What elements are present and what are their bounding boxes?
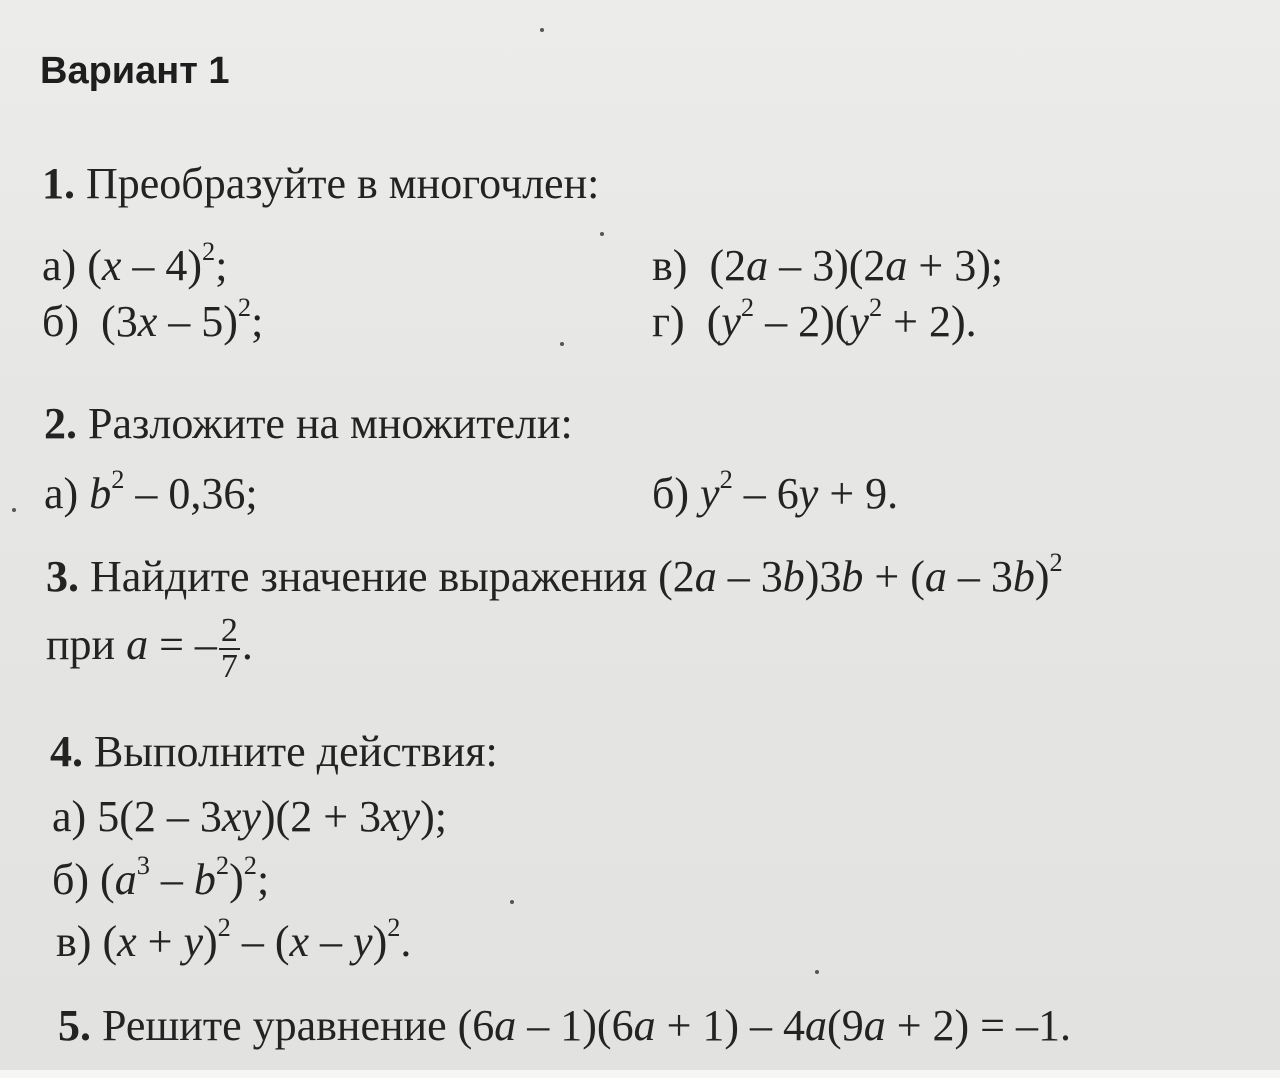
item-label: а) xyxy=(44,469,79,518)
task4-heading xyxy=(50,727,498,776)
task4-number: 4. xyxy=(50,727,83,776)
item-label: в) xyxy=(652,241,688,290)
task2-number: 2. xyxy=(44,399,77,448)
task4-title: Выполните действия: xyxy=(94,727,498,776)
task3-title: Найдите значение выражения xyxy=(90,552,648,601)
task5-title: Решите уравнение xyxy=(102,1001,447,1050)
task4-item-b: б) $(a^3 - b^2)^2$; xyxy=(52,850,270,904)
paper-speck xyxy=(510,900,514,904)
task1-item-v: в) (2a – 3)(2a + 3); xyxy=(652,241,1004,290)
item-label: в) xyxy=(56,917,92,966)
task3-pri: при xyxy=(46,620,116,670)
paper-speck xyxy=(540,28,544,32)
task2-heading xyxy=(44,399,573,448)
task2-title: Разложите на множители: xyxy=(88,399,573,448)
fraction-denominator: 7 xyxy=(220,648,238,685)
fraction xyxy=(219,614,240,684)
task1-heading xyxy=(42,159,600,208)
paper-speck xyxy=(600,232,604,236)
task2-item-a: а) $b^2 - 0,36$; xyxy=(44,464,258,518)
item-label: а) xyxy=(52,792,87,841)
task1-number: 1. xyxy=(42,159,75,208)
task3-heading: 3. Найдите значение выражения (2a – 3b)3b + (a – 3b)$^2$ xyxy=(46,547,1063,601)
task3-number: 3. xyxy=(46,552,79,601)
page-bottom-edge xyxy=(0,1070,1280,1078)
variant-title: Вариант 1 xyxy=(40,50,230,92)
task1-item-g: г) $(y^2 - 2)(y^2 + 2)$. xyxy=(652,292,977,346)
task1-item-b: б) (3x – 5)$^2$; xyxy=(42,292,264,346)
paper-speck xyxy=(560,342,564,346)
paper-speck xyxy=(815,970,819,974)
task3-condition: при a = – $\frac{2}{7}$ . xyxy=(46,612,253,685)
task5-number: 5. xyxy=(58,1001,91,1050)
task1-title: Преобразуйте в многочлен: xyxy=(86,159,600,208)
task5-line: 5. Решите уравнение (6a – 1)(6a + 1) – 4a(9a + 2) = –1. xyxy=(58,1001,1071,1050)
item-label: б) xyxy=(652,469,690,518)
task4-item-v: в) $(x + y)^2 - (x - y)^2$. xyxy=(56,912,412,966)
item-label: а) xyxy=(42,241,77,290)
item-label: б) xyxy=(52,855,90,904)
paper-speck xyxy=(12,508,16,512)
task4-item-a: а) 5(2 – 3xy)(2 + 3xy); xyxy=(52,792,447,841)
item-label: б) xyxy=(42,297,80,346)
fraction-numerator: 2 xyxy=(220,612,238,649)
item-label: г) xyxy=(652,297,685,346)
task2-item-b: б) $y^2 - 6y + 9$. xyxy=(652,464,899,518)
task1-item-a: а) (x – 4)$^2$; xyxy=(42,236,228,290)
